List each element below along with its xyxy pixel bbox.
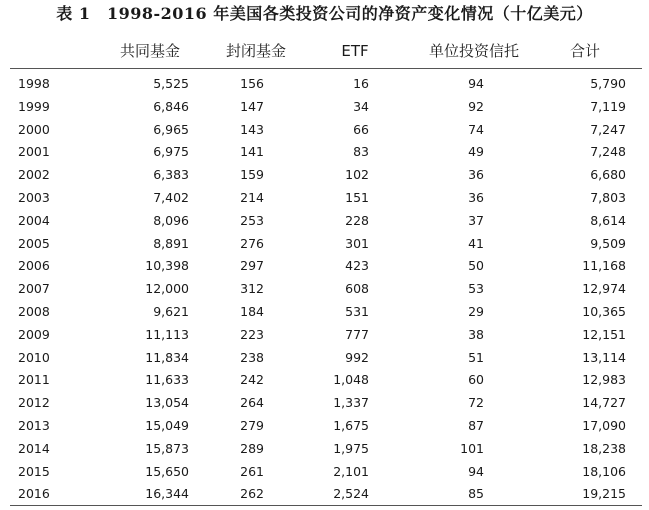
unit-investment-trusts-cell: 94 xyxy=(468,76,484,91)
table-row xyxy=(0,347,649,370)
header-closed-end-funds: 封闭基金 xyxy=(225,42,286,60)
mutual-funds-cell: 15,650 xyxy=(145,463,189,479)
unit-investment-trusts-cell: 87 xyxy=(468,417,484,433)
year-cell: 2003 xyxy=(18,189,50,205)
total-cell: 12,983 xyxy=(582,372,626,388)
closed-end-funds-cell: 159 xyxy=(240,167,264,183)
mutual-funds-cell: 16,344 xyxy=(145,486,189,502)
table-row xyxy=(0,461,649,484)
unit-investment-trusts-cell: 36 xyxy=(468,167,484,183)
total-cell: 12,151 xyxy=(582,326,626,342)
table-row xyxy=(0,233,649,256)
unit-investment-trusts-cell: 72 xyxy=(468,395,484,411)
etf-cell: 102 xyxy=(345,167,369,183)
mutual-funds-cell: 11,633 xyxy=(145,372,189,388)
closed-end-funds-cell: 276 xyxy=(240,235,264,251)
unit-investment-trusts-cell: 53 xyxy=(468,281,484,297)
closed-end-funds-cell: 141 xyxy=(240,144,264,160)
unit-investment-trusts-cell: 74 xyxy=(468,121,484,137)
table-row xyxy=(0,255,649,278)
header-divider xyxy=(10,68,642,69)
total-cell: 7,247 xyxy=(590,121,626,137)
etf-cell: 151 xyxy=(345,189,369,205)
unit-investment-trusts-cell: 50 xyxy=(468,258,484,274)
unit-investment-trusts-cell: 51 xyxy=(468,349,484,365)
table-header xyxy=(0,40,649,62)
unit-investment-trusts-cell: 37 xyxy=(468,212,484,228)
header-unit-investment-trusts: 单位投资信托 xyxy=(428,42,519,60)
etf-cell: 34 xyxy=(353,98,369,114)
year-cell: 2008 xyxy=(18,303,50,319)
mutual-funds-cell: 15,873 xyxy=(145,440,189,456)
closed-end-funds-cell: 279 xyxy=(240,417,264,433)
mutual-funds-cell: 11,834 xyxy=(145,349,189,365)
total-cell: 7,248 xyxy=(590,144,626,160)
mutual-funds-cell: 6,383 xyxy=(153,167,189,183)
total-cell: 7,119 xyxy=(590,98,626,114)
unit-investment-trusts-cell: 101 xyxy=(460,440,484,456)
table-row xyxy=(0,438,649,461)
etf-cell: 1,675 xyxy=(333,417,369,433)
etf-cell: 83 xyxy=(353,144,369,160)
year-cell: 2001 xyxy=(18,144,50,160)
etf-cell: 531 xyxy=(345,303,369,319)
etf-cell: 66 xyxy=(353,121,369,137)
total-cell: 17,090 xyxy=(582,417,626,433)
total-cell: 10,365 xyxy=(582,303,626,319)
unit-investment-trusts-cell: 38 xyxy=(468,326,484,342)
table-title: 表 1 1998-2016 年美国各类投资公司的净资产变化情况（十亿美元） xyxy=(56,4,593,23)
year-cell: 2002 xyxy=(18,167,50,183)
mutual-funds-cell: 12,000 xyxy=(145,281,189,297)
year-cell: 2006 xyxy=(18,258,50,274)
unit-investment-trusts-cell: 85 xyxy=(468,486,484,502)
year-cell: 2005 xyxy=(18,235,50,251)
year-cell: 2010 xyxy=(18,349,50,365)
closed-end-funds-cell: 312 xyxy=(240,281,264,297)
etf-cell: 1,337 xyxy=(333,395,369,411)
table-row xyxy=(0,96,649,119)
table-row xyxy=(0,392,649,415)
etf-cell: 2,524 xyxy=(333,486,369,502)
year-cell: 2011 xyxy=(18,372,50,388)
etf-cell: 16 xyxy=(353,76,369,91)
closed-end-funds-cell: 261 xyxy=(240,463,264,479)
closed-end-funds-cell: 238 xyxy=(240,349,264,365)
total-cell: 7,803 xyxy=(590,189,626,205)
etf-cell: 2,101 xyxy=(333,463,369,479)
header-etf: ETF xyxy=(341,42,369,60)
table-row xyxy=(0,369,649,392)
closed-end-funds-cell: 242 xyxy=(240,372,264,388)
year-cell: 2000 xyxy=(18,121,50,137)
unit-investment-trusts-cell: 49 xyxy=(468,144,484,160)
table-row xyxy=(0,141,649,164)
year-cell: 1999 xyxy=(18,98,50,114)
total-cell: 8,614 xyxy=(590,212,626,228)
unit-investment-trusts-cell: 41 xyxy=(468,235,484,251)
closed-end-funds-cell: 223 xyxy=(240,326,264,342)
mutual-funds-cell: 5,525 xyxy=(153,76,189,91)
closed-end-funds-cell: 262 xyxy=(240,486,264,502)
year-cell: 2004 xyxy=(18,212,50,228)
mutual-funds-cell: 6,975 xyxy=(153,144,189,160)
mutual-funds-cell: 9,621 xyxy=(153,303,189,319)
table-row xyxy=(0,210,649,233)
mutual-funds-cell: 13,054 xyxy=(145,395,189,411)
table-row xyxy=(0,187,649,210)
mutual-funds-cell: 10,398 xyxy=(145,258,189,274)
year-cell: 1998 xyxy=(18,76,50,91)
mutual-funds-cell: 6,846 xyxy=(153,98,189,114)
total-cell: 19,215 xyxy=(582,486,626,502)
table-row xyxy=(0,301,649,324)
table-row xyxy=(0,483,649,506)
year-cell: 2014 xyxy=(18,440,50,456)
unit-investment-trusts-cell: 60 xyxy=(468,372,484,388)
mutual-funds-cell: 8,891 xyxy=(153,235,189,251)
unit-investment-trusts-cell: 94 xyxy=(468,463,484,479)
total-cell: 11,168 xyxy=(582,258,626,274)
mutual-funds-cell: 6,965 xyxy=(153,121,189,137)
unit-investment-trusts-cell: 36 xyxy=(468,189,484,205)
etf-cell: 777 xyxy=(345,326,369,342)
year-cell: 2012 xyxy=(18,395,50,411)
table-row xyxy=(0,278,649,301)
mutual-funds-cell: 11,113 xyxy=(145,326,189,342)
closed-end-funds-cell: 264 xyxy=(240,395,264,411)
table-body xyxy=(0,73,649,506)
unit-investment-trusts-cell: 92 xyxy=(468,98,484,114)
total-cell: 5,790 xyxy=(590,76,626,91)
etf-cell: 608 xyxy=(345,281,369,297)
etf-cell: 1,048 xyxy=(333,372,369,388)
year-cell: 2013 xyxy=(18,417,50,433)
year-cell: 2009 xyxy=(18,326,50,342)
table-row xyxy=(0,164,649,187)
total-cell: 6,680 xyxy=(590,167,626,183)
year-cell: 2015 xyxy=(18,463,50,479)
closed-end-funds-cell: 253 xyxy=(240,212,264,228)
etf-cell: 301 xyxy=(345,235,369,251)
mutual-funds-cell: 8,096 xyxy=(153,212,189,228)
mutual-funds-cell: 15,049 xyxy=(145,417,189,433)
etf-cell: 423 xyxy=(345,258,369,274)
closed-end-funds-cell: 289 xyxy=(240,440,264,456)
closed-end-funds-cell: 143 xyxy=(240,121,264,137)
table-bottom-rule xyxy=(10,505,642,506)
header-total: 合计 xyxy=(569,42,600,60)
total-cell: 13,114 xyxy=(582,349,626,365)
total-cell: 18,106 xyxy=(582,463,626,479)
mutual-funds-cell: 7,402 xyxy=(153,189,189,205)
closed-end-funds-cell: 297 xyxy=(240,258,264,274)
closed-end-funds-cell: 147 xyxy=(240,98,264,114)
unit-investment-trusts-cell: 29 xyxy=(468,303,484,319)
total-cell: 9,509 xyxy=(590,235,626,251)
total-cell: 12,974 xyxy=(582,281,626,297)
table-row xyxy=(0,119,649,142)
year-cell: 2016 xyxy=(18,486,50,502)
etf-cell: 1,975 xyxy=(333,440,369,456)
table-row xyxy=(0,324,649,347)
table-row xyxy=(0,73,649,96)
total-cell: 14,727 xyxy=(582,395,626,411)
year-cell: 2007 xyxy=(18,281,50,297)
closed-end-funds-cell: 156 xyxy=(240,76,264,91)
etf-cell: 992 xyxy=(345,349,369,365)
closed-end-funds-cell: 184 xyxy=(240,303,264,319)
closed-end-funds-cell: 214 xyxy=(240,189,264,205)
header-mutual-funds: 共同基金 xyxy=(119,42,180,60)
total-cell: 18,238 xyxy=(582,440,626,456)
etf-cell: 228 xyxy=(345,212,369,228)
table-row xyxy=(0,415,649,438)
